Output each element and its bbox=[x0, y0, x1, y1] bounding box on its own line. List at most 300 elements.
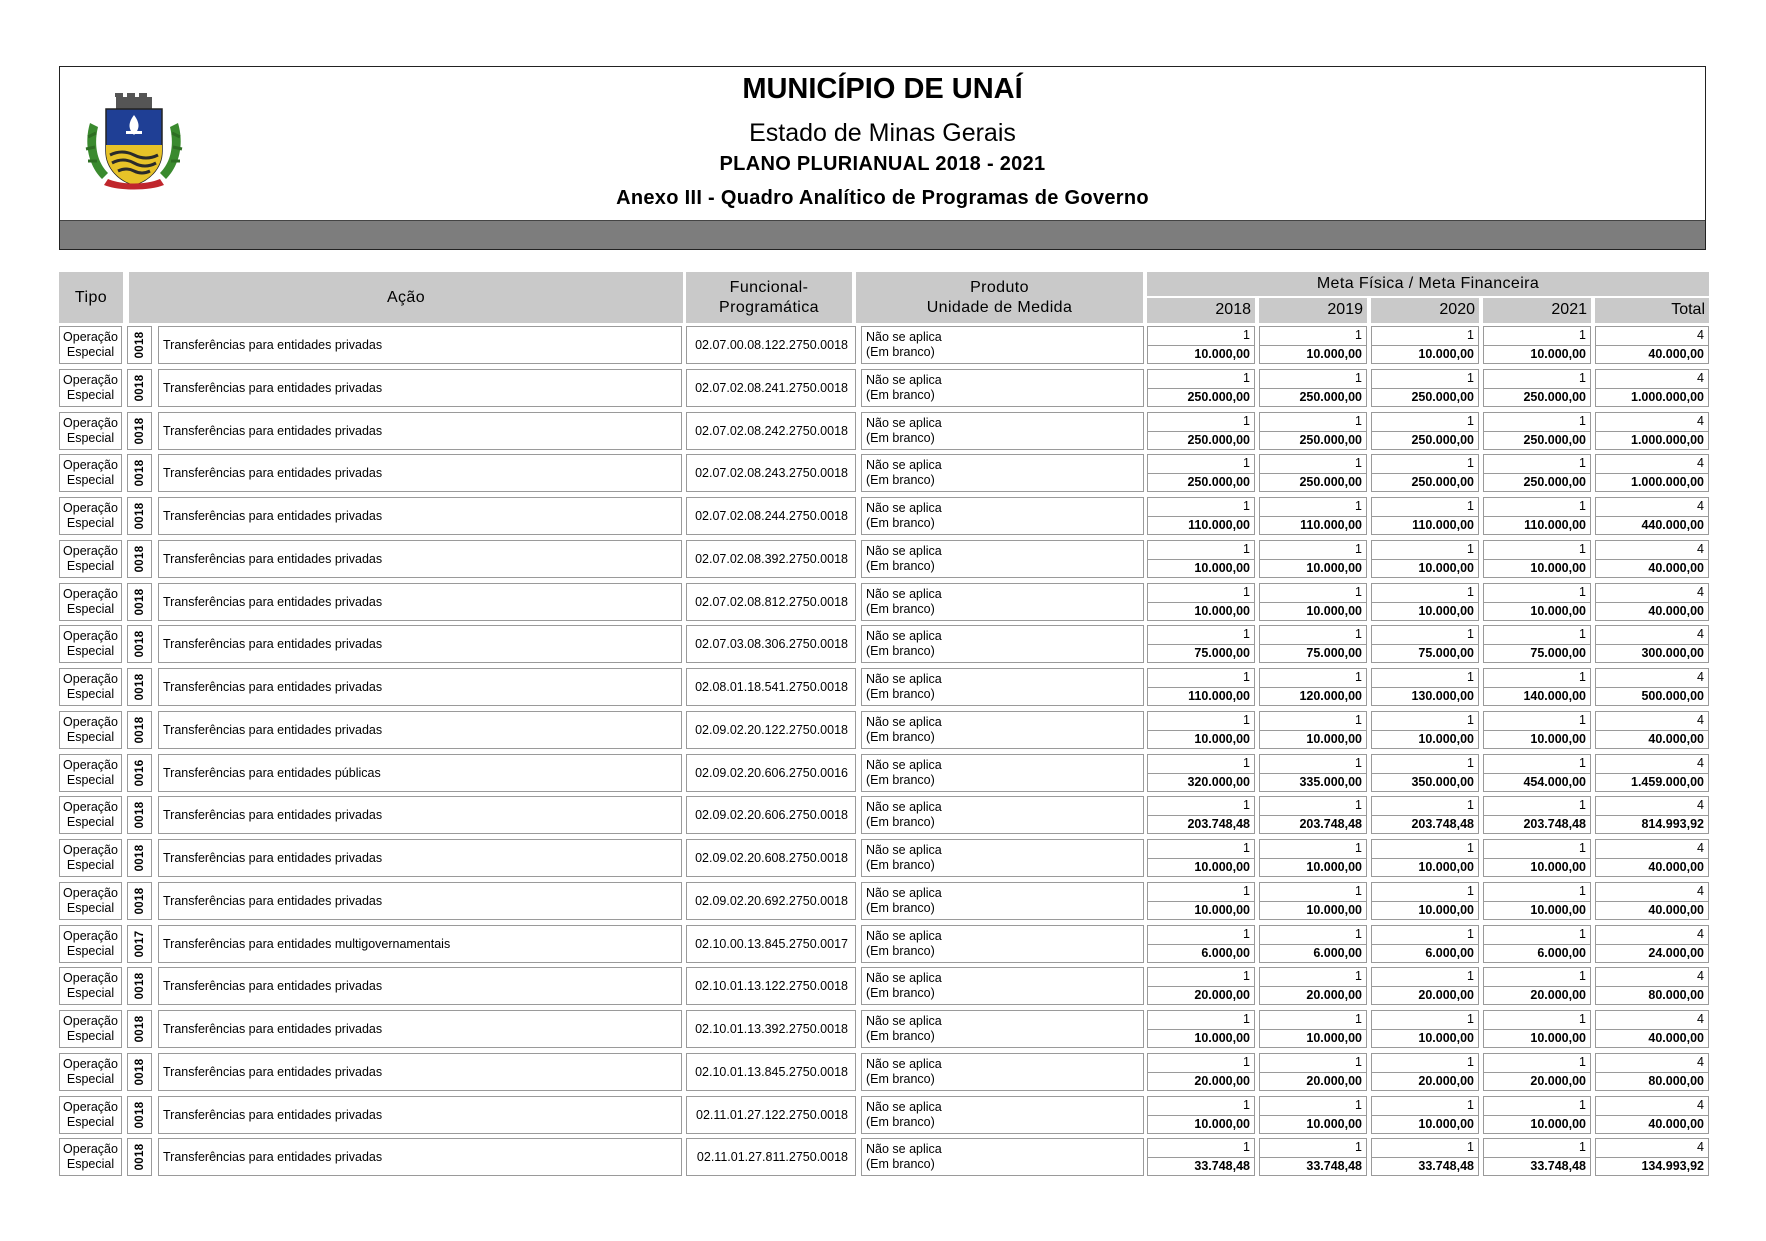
row-total-cell bbox=[1595, 1053, 1709, 1091]
cell-divider bbox=[1596, 431, 1708, 432]
meta-fisica-value: 1 bbox=[1355, 926, 1362, 941]
row-tipo: Operação Especial bbox=[59, 839, 122, 877]
meta-fisica-value: 1 bbox=[1579, 627, 1586, 642]
cell-divider bbox=[1484, 602, 1590, 603]
meta-financeira-value: 320.000,00 bbox=[1187, 774, 1250, 789]
action-code-label: 0018 bbox=[133, 716, 146, 744]
row-produto: Não se aplica (Em branco) bbox=[861, 1138, 1144, 1176]
row-total-cell bbox=[1595, 326, 1709, 364]
meta-financeira-value: 6.000,00 bbox=[1425, 945, 1474, 960]
row-total-cell bbox=[1595, 925, 1709, 963]
row-produto: Não se aplica (Em branco) bbox=[861, 839, 1144, 877]
meta-fisica-value: 1 bbox=[1579, 413, 1586, 428]
cell-divider bbox=[1484, 986, 1590, 987]
meta-fisica-value: 1 bbox=[1579, 328, 1586, 342]
action-code-label: 0018 bbox=[133, 331, 146, 359]
meta-fisica-value: 1 bbox=[1355, 370, 1362, 385]
meta-fisica-value: 4 bbox=[1697, 627, 1704, 642]
cell-divider bbox=[1148, 858, 1254, 859]
cell-divider bbox=[1372, 431, 1478, 432]
meta-fisica-value: 1 bbox=[1243, 541, 1250, 556]
row-tipo: Operação Especial bbox=[59, 925, 122, 963]
table-row bbox=[59, 1010, 1709, 1048]
meta-financeira-value: 454.000,00 bbox=[1523, 774, 1586, 789]
cell-divider bbox=[1372, 986, 1478, 987]
meta-financeira-value: 40.000,00 bbox=[1648, 347, 1704, 361]
meta-fisica-value: 1 bbox=[1243, 328, 1250, 342]
row-funcional: 02.09.02.20.692.2750.0018 bbox=[686, 882, 856, 920]
cell-divider bbox=[1260, 1157, 1366, 1158]
cell-divider bbox=[1260, 516, 1366, 517]
row-year-cell bbox=[1483, 967, 1591, 1005]
meta-financeira-value: 20.000,00 bbox=[1194, 1073, 1250, 1088]
action-code-label: 0018 bbox=[133, 1015, 146, 1043]
table-row bbox=[59, 454, 1709, 492]
meta-financeira-value: 10.000,00 bbox=[1530, 1116, 1586, 1131]
meta-financeira-value: 120.000,00 bbox=[1299, 689, 1362, 703]
meta-financeira-value: 20.000,00 bbox=[1306, 1073, 1362, 1088]
cell-divider bbox=[1484, 559, 1590, 560]
row-tipo: Operação Especial bbox=[59, 1138, 122, 1176]
row-tipo: Operação Especial bbox=[59, 540, 122, 578]
cell-divider bbox=[1260, 644, 1366, 645]
meta-financeira-value: 110.000,00 bbox=[1524, 518, 1586, 532]
cell-divider bbox=[1260, 901, 1366, 902]
meta-fisica-value: 1 bbox=[1355, 883, 1362, 898]
meta-financeira-value: 33.748,48 bbox=[1418, 1159, 1474, 1174]
meta-financeira-value: 140.000,00 bbox=[1523, 689, 1586, 703]
cell-divider bbox=[1484, 1029, 1590, 1030]
table-row bbox=[59, 625, 1709, 663]
cell-divider bbox=[1596, 516, 1708, 517]
meta-fisica-value: 1 bbox=[1355, 328, 1362, 342]
meta-financeira-value: 10.000,00 bbox=[1194, 1031, 1250, 1045]
meta-financeira-value: 20.000,00 bbox=[1194, 988, 1250, 1003]
meta-financeira-value: 814.993,92 bbox=[1641, 817, 1704, 832]
row-produto: Não se aplica (Em branco) bbox=[861, 412, 1144, 450]
row-action-code bbox=[127, 1138, 152, 1176]
row-year-cell bbox=[1483, 1053, 1591, 1091]
action-code-label: 0018 bbox=[133, 844, 146, 872]
row-acao: Transferências para entidades privadas bbox=[158, 668, 682, 706]
row-produto: Não se aplica (Em branco) bbox=[861, 967, 1144, 1005]
row-year-cell bbox=[1371, 882, 1479, 920]
meta-financeira-value: 20.000,00 bbox=[1530, 988, 1586, 1003]
row-year-cell bbox=[1483, 625, 1591, 663]
table-row bbox=[59, 796, 1709, 834]
meta-fisica-value: 1 bbox=[1243, 841, 1250, 855]
row-acao: Transferências para entidades privadas bbox=[158, 326, 682, 364]
meta-fisica-value: 1 bbox=[1579, 1097, 1586, 1112]
row-total-cell bbox=[1595, 497, 1709, 535]
row-year-cell bbox=[1371, 1010, 1479, 1048]
meta-financeira-value: 33.748,48 bbox=[1306, 1159, 1362, 1174]
cell-divider bbox=[1148, 516, 1254, 517]
row-year-cell bbox=[1259, 711, 1367, 749]
meta-financeira-value: 75.000,00 bbox=[1306, 646, 1362, 661]
meta-financeira-value: 40.000,00 bbox=[1648, 1116, 1704, 1131]
row-year-cell bbox=[1147, 326, 1255, 364]
row-total-cell bbox=[1595, 882, 1709, 920]
row-year-cell bbox=[1483, 454, 1591, 492]
row-total-cell bbox=[1595, 796, 1709, 834]
cell-divider bbox=[1372, 858, 1478, 859]
meta-fisica-value: 1 bbox=[1467, 627, 1474, 642]
row-year-cell bbox=[1259, 412, 1367, 450]
row-action-code bbox=[127, 925, 152, 963]
meta-fisica-value: 1 bbox=[1243, 1097, 1250, 1112]
meta-fisica-value: 1 bbox=[1243, 969, 1250, 984]
row-year-cell bbox=[1371, 497, 1479, 535]
row-year-cell bbox=[1147, 1053, 1255, 1091]
table-row bbox=[59, 1053, 1709, 1091]
meta-fisica-value: 1 bbox=[1579, 969, 1586, 984]
cell-divider bbox=[1260, 730, 1366, 731]
row-funcional: 02.10.01.13.122.2750.0018 bbox=[686, 967, 856, 1005]
row-total-cell bbox=[1595, 454, 1709, 492]
meta-fisica-value: 1 bbox=[1467, 413, 1474, 428]
meta-financeira-value: 130.000,00 bbox=[1411, 689, 1474, 703]
row-year-cell bbox=[1371, 754, 1479, 792]
cell-divider bbox=[1484, 473, 1590, 474]
cell-divider bbox=[1596, 1029, 1708, 1030]
row-year-cell bbox=[1147, 882, 1255, 920]
row-year-cell bbox=[1259, 326, 1367, 364]
meta-fisica-value: 1 bbox=[1579, 712, 1586, 727]
meta-fisica-value: 4 bbox=[1697, 841, 1704, 855]
row-action-code bbox=[127, 668, 152, 706]
meta-fisica-value: 4 bbox=[1697, 584, 1704, 599]
row-funcional: 02.07.02.08.812.2750.0018 bbox=[686, 583, 856, 621]
row-produto: Não se aplica (Em branco) bbox=[861, 454, 1144, 492]
meta-financeira-value: 10.000,00 bbox=[1194, 731, 1250, 746]
row-year-cell bbox=[1259, 839, 1367, 877]
row-year-cell bbox=[1371, 1138, 1479, 1176]
row-acao: Transferências para entidades privadas bbox=[158, 625, 682, 663]
meta-fisica-value: 1 bbox=[1467, 712, 1474, 727]
row-acao: Transferências para entidades privadas bbox=[158, 796, 682, 834]
cell-divider bbox=[1596, 559, 1708, 560]
row-tipo: Operação Especial bbox=[59, 967, 122, 1005]
row-year-cell bbox=[1147, 668, 1255, 706]
column-header-tipo: Tipo bbox=[59, 272, 123, 323]
row-year-cell bbox=[1259, 497, 1367, 535]
meta-fisica-value: 4 bbox=[1697, 883, 1704, 898]
cell-divider bbox=[1148, 1157, 1254, 1158]
meta-financeira-value: 80.000,00 bbox=[1648, 1073, 1704, 1088]
row-year-cell bbox=[1483, 839, 1591, 877]
row-year-cell bbox=[1371, 369, 1479, 407]
table-row bbox=[59, 369, 1709, 407]
cell-divider bbox=[1260, 687, 1366, 688]
table-row bbox=[59, 326, 1709, 364]
meta-fisica-value: 1 bbox=[1467, 456, 1474, 471]
meta-financeira-value: 10.000,00 bbox=[1530, 860, 1586, 874]
meta-fisica-value: 1 bbox=[1243, 798, 1250, 813]
cell-divider bbox=[1372, 1157, 1478, 1158]
cell-divider bbox=[1148, 815, 1254, 816]
cell-divider bbox=[1484, 858, 1590, 859]
row-year-cell bbox=[1371, 1053, 1479, 1091]
row-total-cell bbox=[1595, 583, 1709, 621]
row-year-cell bbox=[1371, 412, 1479, 450]
meta-fisica-value: 1 bbox=[1355, 456, 1362, 471]
row-action-code bbox=[127, 1010, 152, 1048]
row-action-code bbox=[127, 412, 152, 450]
meta-financeira-value: 110.000,00 bbox=[1188, 518, 1250, 532]
row-year-cell bbox=[1371, 540, 1479, 578]
meta-fisica-value: 4 bbox=[1697, 755, 1704, 770]
meta-fisica-value: 4 bbox=[1697, 1012, 1704, 1026]
meta-fisica-value: 1 bbox=[1467, 541, 1474, 556]
cell-divider bbox=[1484, 644, 1590, 645]
row-year-cell bbox=[1147, 711, 1255, 749]
row-action-code bbox=[127, 625, 152, 663]
meta-financeira-value: 500.000,00 bbox=[1641, 689, 1704, 703]
meta-fisica-value: 1 bbox=[1243, 712, 1250, 727]
row-total-cell bbox=[1595, 711, 1709, 749]
meta-financeira-value: 10.000,00 bbox=[1418, 731, 1474, 746]
meta-fisica-value: 1 bbox=[1579, 755, 1586, 770]
meta-financeira-value: 10.000,00 bbox=[1530, 1031, 1586, 1045]
meta-financeira-value: 250.000,00 bbox=[1299, 475, 1362, 490]
meta-fisica-value: 4 bbox=[1697, 456, 1704, 471]
row-year-cell bbox=[1259, 625, 1367, 663]
cell-divider bbox=[1372, 1072, 1478, 1073]
cell-divider bbox=[1484, 901, 1590, 902]
cell-divider bbox=[1372, 901, 1478, 902]
meta-financeira-value: 10.000,00 bbox=[1418, 347, 1474, 361]
meta-financeira-value: 110.000,00 bbox=[1188, 689, 1250, 703]
row-year-cell bbox=[1371, 326, 1479, 364]
meta-fisica-value: 1 bbox=[1467, 328, 1474, 342]
year-header-2019: 2019 bbox=[1259, 298, 1367, 323]
meta-fisica-value: 1 bbox=[1579, 370, 1586, 385]
meta-financeira-value: 20.000,00 bbox=[1530, 1073, 1586, 1088]
meta-financeira-value: 250.000,00 bbox=[1411, 475, 1474, 490]
meta-fisica-value: 1 bbox=[1243, 584, 1250, 599]
meta-financeira-value: 6.000,00 bbox=[1313, 945, 1362, 960]
action-code-label: 0018 bbox=[133, 502, 146, 530]
row-tipo: Operação Especial bbox=[59, 1096, 122, 1134]
row-year-cell bbox=[1371, 967, 1479, 1005]
cell-divider bbox=[1260, 1115, 1366, 1116]
cell-divider bbox=[1484, 944, 1590, 945]
row-acao: Transferências para entidades privadas bbox=[158, 454, 682, 492]
meta-financeira-value: 250.000,00 bbox=[1299, 389, 1362, 404]
meta-fisica-value: 4 bbox=[1697, 712, 1704, 727]
row-total-cell bbox=[1595, 369, 1709, 407]
row-year-cell bbox=[1147, 1010, 1255, 1048]
row-year-cell bbox=[1147, 1096, 1255, 1134]
row-year-cell bbox=[1371, 454, 1479, 492]
action-code-label: 0018 bbox=[133, 1101, 146, 1128]
action-code-label: 0018 bbox=[133, 630, 146, 658]
row-action-code bbox=[127, 1096, 152, 1134]
meta-financeira-value: 134.993,92 bbox=[1641, 1159, 1704, 1174]
row-total-cell bbox=[1595, 668, 1709, 706]
row-produto: Não se aplica (Em branco) bbox=[861, 754, 1144, 792]
action-code-label: 0018 bbox=[133, 588, 146, 615]
cell-divider bbox=[1148, 1115, 1254, 1116]
meta-fisica-value: 1 bbox=[1579, 926, 1586, 941]
meta-financeira-value: 40.000,00 bbox=[1648, 731, 1704, 746]
meta-fisica-value: 1 bbox=[1243, 413, 1250, 428]
row-tipo: Operação Especial bbox=[59, 882, 122, 920]
meta-fisica-value: 4 bbox=[1697, 1097, 1704, 1112]
row-year-cell bbox=[1147, 796, 1255, 834]
row-action-code bbox=[127, 754, 152, 792]
plan-title: PLANO PLURIANUAL 2018 - 2021 bbox=[719, 153, 1046, 175]
row-year-cell bbox=[1259, 796, 1367, 834]
meta-fisica-value: 1 bbox=[1243, 456, 1250, 471]
meta-fisica-value: 1 bbox=[1355, 798, 1362, 813]
meta-financeira-value: 40.000,00 bbox=[1648, 603, 1704, 618]
meta-financeira-value: 75.000,00 bbox=[1530, 646, 1586, 661]
row-funcional: 02.09.02.20.606.2750.0016 bbox=[686, 754, 856, 792]
row-tipo: Operação Especial bbox=[59, 1053, 122, 1091]
cell-divider bbox=[1372, 473, 1478, 474]
cell-divider bbox=[1596, 901, 1708, 902]
meta-financeira-value: 350.000,00 bbox=[1411, 774, 1474, 789]
meta-financeira-value: 20.000,00 bbox=[1418, 1073, 1474, 1088]
cell-divider bbox=[1260, 473, 1366, 474]
cell-divider bbox=[1260, 431, 1366, 432]
cell-divider bbox=[1484, 1115, 1590, 1116]
cell-divider bbox=[1372, 773, 1478, 774]
meta-financeira-value: 10.000,00 bbox=[1418, 860, 1474, 874]
cell-divider bbox=[1596, 815, 1708, 816]
row-tipo: Operação Especial bbox=[59, 796, 122, 834]
row-funcional: 02.11.01.27.122.2750.0018 bbox=[686, 1096, 856, 1134]
cell-divider bbox=[1148, 986, 1254, 987]
row-year-cell bbox=[1483, 412, 1591, 450]
row-year-cell bbox=[1259, 454, 1367, 492]
row-produto: Não se aplica (Em branco) bbox=[861, 668, 1144, 706]
row-year-cell bbox=[1371, 925, 1479, 963]
row-produto: Não se aplica (Em branco) bbox=[861, 796, 1144, 834]
row-year-cell bbox=[1483, 1138, 1591, 1176]
meta-fisica-value: 1 bbox=[1355, 670, 1362, 684]
year-header-2020: 2020 bbox=[1371, 298, 1479, 323]
row-tipo: Operação Especial bbox=[59, 754, 122, 792]
table-row bbox=[59, 839, 1709, 877]
cell-divider bbox=[1596, 858, 1708, 859]
row-year-cell bbox=[1259, 1010, 1367, 1048]
meta-financeira-value: 6.000,00 bbox=[1201, 945, 1250, 960]
meta-financeira-value: 10.000,00 bbox=[1194, 560, 1250, 575]
row-acao: Transferências para entidades privadas bbox=[158, 1096, 682, 1134]
meta-fisica-value: 1 bbox=[1467, 1012, 1474, 1026]
column-header-acao: Ação bbox=[129, 272, 683, 323]
cell-divider bbox=[1260, 986, 1366, 987]
meta-fisica-value: 1 bbox=[1355, 1140, 1362, 1155]
meta-fisica-value: 1 bbox=[1243, 370, 1250, 385]
row-produto: Não se aplica (Em branco) bbox=[861, 497, 1144, 535]
action-code-label: 0018 bbox=[133, 417, 146, 444]
meta-financeira-value: 40.000,00 bbox=[1648, 902, 1704, 917]
meta-fisica-value: 1 bbox=[1355, 541, 1362, 556]
meta-financeira-value: 1.000.000,00 bbox=[1631, 389, 1704, 404]
meta-fisica-value: 4 bbox=[1697, 499, 1704, 513]
row-funcional: 02.10.00.13.845.2750.0017 bbox=[686, 925, 856, 963]
meta-fisica-value: 1 bbox=[1467, 1097, 1474, 1112]
row-acao: Transferências para entidades privadas bbox=[158, 1138, 682, 1176]
meta-fisica-value: 1 bbox=[1579, 584, 1586, 599]
header-divider-band bbox=[60, 220, 1705, 249]
row-acao: Transferências para entidades multigovernamentais bbox=[158, 925, 682, 963]
meta-financeira-value: 250.000,00 bbox=[1523, 432, 1586, 447]
meta-fisica-value: 4 bbox=[1697, 1140, 1704, 1155]
report-header bbox=[59, 66, 1706, 250]
table-row bbox=[59, 882, 1709, 920]
table-row bbox=[59, 583, 1709, 621]
row-action-code bbox=[127, 967, 152, 1005]
cell-divider bbox=[1596, 986, 1708, 987]
meta-financeira-value: 1.000.000,00 bbox=[1631, 432, 1704, 447]
meta-fisica-value: 1 bbox=[1467, 584, 1474, 599]
cell-divider bbox=[1148, 388, 1254, 389]
meta-financeira-value: 10.000,00 bbox=[1418, 1116, 1474, 1131]
meta-financeira-value: 203.748,48 bbox=[1187, 817, 1250, 832]
row-year-cell bbox=[1147, 369, 1255, 407]
row-year-cell bbox=[1259, 583, 1367, 621]
meta-financeira-value: 20.000,00 bbox=[1418, 988, 1474, 1003]
row-tipo: Operação Especial bbox=[59, 625, 122, 663]
row-acao: Transferências para entidades privadas bbox=[158, 497, 682, 535]
cell-divider bbox=[1596, 1157, 1708, 1158]
row-year-cell bbox=[1147, 412, 1255, 450]
row-year-cell bbox=[1483, 711, 1591, 749]
row-action-code bbox=[127, 369, 152, 407]
meta-financeira-value: 250.000,00 bbox=[1411, 432, 1474, 447]
row-total-cell bbox=[1595, 412, 1709, 450]
meta-financeira-value: 75.000,00 bbox=[1194, 646, 1250, 661]
meta-fisica-value: 1 bbox=[1243, 926, 1250, 941]
cell-divider bbox=[1596, 730, 1708, 731]
cell-divider bbox=[1484, 431, 1590, 432]
meta-financeira-value: 10.000,00 bbox=[1530, 560, 1586, 575]
cell-divider bbox=[1260, 858, 1366, 859]
cell-divider bbox=[1372, 730, 1478, 731]
table-row bbox=[59, 1096, 1709, 1134]
meta-fisica-value: 1 bbox=[1243, 1012, 1250, 1026]
cell-divider bbox=[1484, 516, 1590, 517]
meta-financeira-value: 10.000,00 bbox=[1530, 902, 1586, 917]
row-funcional: 02.11.01.27.811.2750.0018 bbox=[686, 1138, 856, 1176]
meta-financeira-value: 250.000,00 bbox=[1187, 389, 1250, 404]
meta-financeira-value: 10.000,00 bbox=[1194, 1116, 1250, 1131]
cell-divider bbox=[1484, 687, 1590, 688]
row-funcional: 02.07.00.08.122.2750.0018 bbox=[686, 326, 856, 364]
meta-financeira-value: 80.000,00 bbox=[1648, 988, 1704, 1003]
cell-divider bbox=[1596, 388, 1708, 389]
meta-fisica-value: 1 bbox=[1243, 1140, 1250, 1155]
row-year-cell bbox=[1483, 1096, 1591, 1134]
cell-divider bbox=[1260, 815, 1366, 816]
row-produto: Não se aplica (Em branco) bbox=[861, 625, 1144, 663]
meta-financeira-value: 6.000,00 bbox=[1537, 945, 1586, 960]
meta-fisica-value: 1 bbox=[1243, 499, 1250, 513]
meta-fisica-value: 1 bbox=[1579, 1012, 1586, 1026]
meta-financeira-value: 203.748,48 bbox=[1299, 817, 1362, 832]
row-acao: Transferências para entidades privadas bbox=[158, 1053, 682, 1091]
row-produto: Não se aplica (Em branco) bbox=[861, 369, 1144, 407]
row-year-cell bbox=[1147, 625, 1255, 663]
row-action-code bbox=[127, 1053, 152, 1091]
row-tipo: Operação Especial bbox=[59, 583, 122, 621]
cell-divider bbox=[1372, 516, 1478, 517]
